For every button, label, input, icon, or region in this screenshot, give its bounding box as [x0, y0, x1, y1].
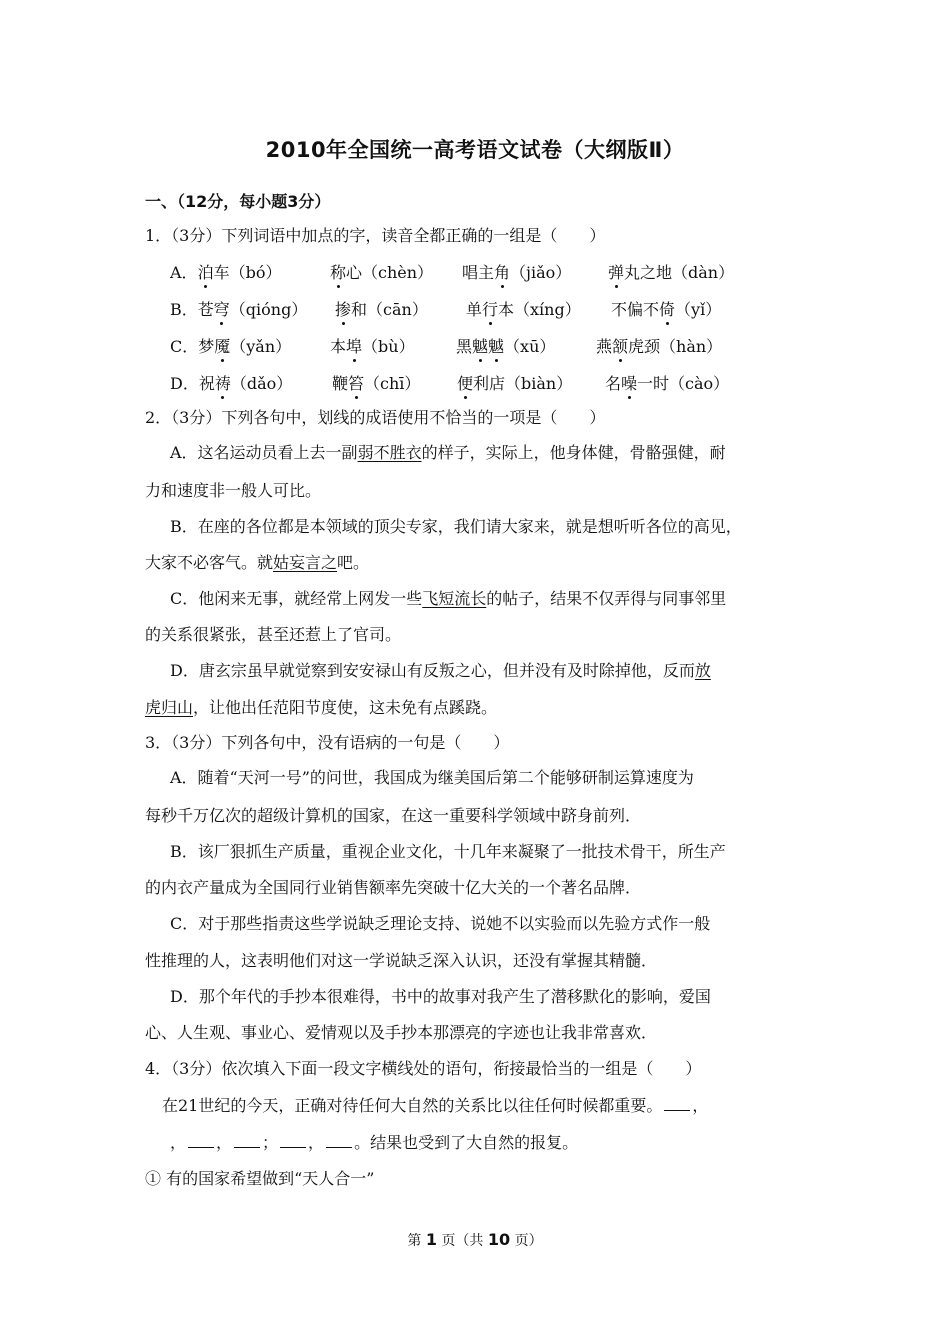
q4-blank-3	[234, 1133, 260, 1148]
q2-d-text: D．唐玄宗虽早就觉察到安安禄山有反叛之心，但并没有及时除掉他，反而	[170, 661, 695, 680]
q4-blank-2	[188, 1133, 214, 1148]
q3-option-b-line1: B．该厂狠抓生产质量，重视企业文化，十几年来凝聚了一批技术骨干，所生产	[170, 842, 726, 861]
q3-option-d-line2: 心、人生观、事业心、爱情观以及手抄本那漂亮的字迹也让我非常喜欢．	[145, 1023, 658, 1042]
footer-middle: 页（共	[441, 1233, 484, 1249]
q4-passage-line2: ， ， ； ， 。结果也受到了大自然的报复。	[170, 1133, 579, 1152]
q2-c-text-2: 的帖子，结果不仅弄得与同事邻里	[486, 589, 727, 608]
q4-blank-1	[664, 1096, 690, 1111]
q1-c-4: 燕颔虎颈（hàn）	[596, 334, 722, 357]
q2-a-text-2: 的样子，实际上，他身体健，骨骼强健，耐	[421, 443, 726, 462]
q1-a-3: 唱主角（jiǎo）	[462, 260, 571, 283]
q1-b-4: 不偏不倚（yǐ）	[611, 297, 721, 320]
q2-c-text: C．他闲来无事，就经常上网发一些	[170, 589, 423, 608]
q1-c-2: 本埠（bù）	[330, 334, 415, 357]
q2-d-idiom-part2: 虎归山	[145, 698, 194, 717]
section-heading: 一、（12分，每小题3分）	[145, 192, 331, 211]
q3-option-c-line1: C．对于那些指责这些学说缺乏理论支持、说她不以实验而以先验方式作一般	[170, 914, 711, 933]
footer-total-pages: 10	[487, 1230, 511, 1249]
q2-d-idiom-part1: 放	[694, 661, 711, 680]
q2-b-text-2: 吧。	[337, 553, 370, 572]
q1-a-4: 弹丸之地（dàn）	[608, 260, 734, 283]
footer-prefix: 第	[407, 1233, 422, 1249]
q3-option-b-line2: 的内衣产量成为全国同行业销售额率先突破十亿大关的一个著名品牌．	[145, 878, 642, 897]
q4-passage-line1: 在21世纪的今天，正确对待任何大自然的关系比以往任何时候都重要。 ，	[162, 1096, 709, 1115]
q4-blank-5	[326, 1133, 352, 1148]
q2-option-d-line1	[170, 661, 711, 681]
q2-option-b-line1: B．在座的各位都是本领域的顶尖专家，我们请大家来，就是想听听各位的高见，	[170, 517, 742, 536]
q2-stem: 2．（3分）下列各句中，划线的成语使用不恰当的一项是（ ）	[145, 408, 606, 427]
q2-option-a-line2: 力和速度非一般人可比。	[145, 481, 322, 500]
q3-option-d-line1: D．那个年代的手抄本很难得，书中的故事对我产生了潜移默化的影响，爱国	[170, 987, 711, 1006]
q1-b-2: 掺和（cān）	[335, 297, 428, 320]
q4-passage-end: 。结果也受到了大自然的报复。	[354, 1133, 579, 1152]
q2-option-c-line2: 的关系很紧张，甚至还惹上了官司。	[145, 625, 402, 644]
q1-a-2: 称心（chèn）	[330, 260, 433, 283]
q4-passage-text: 在21世纪的今天，正确对待任何大自然的关系比以往任何时候都重要。	[162, 1096, 663, 1115]
q2-c-idiom: 飞短流长	[422, 589, 487, 608]
q3-stem: 3．（3分）下列各句中，没有语病的一句是（ ）	[145, 733, 510, 752]
q1-c-3: 黑魆魆（xū）	[456, 334, 555, 357]
footer-suffix: 页）	[514, 1233, 543, 1249]
q2-option-d-line2	[145, 698, 497, 718]
q2-d-text-2: ，让他出任范阳节度使，这未免有点蹊跷。	[193, 698, 498, 717]
q2-b-idiom: 姑妄言之	[273, 553, 338, 572]
q3-option-a-line2: 每秒千万亿次的超级计算机的国家，在这一重要科学领域中跻身前列．	[145, 806, 642, 825]
q4-blank-4	[280, 1133, 306, 1148]
q1-d-1: D．祝祷（dǎo）	[170, 371, 292, 394]
q4-stem: 4．（3分）依次填入下面一段文字横线处的语句，衔接最恰当的一组是（ ）	[145, 1059, 702, 1078]
page-footer	[0, 1230, 950, 1250]
q4-item-1: ① 有的国家希望做到“天人合一”	[145, 1169, 375, 1188]
q1-b-3: 单行本（xíng）	[466, 297, 581, 320]
q1-d-4: 名噪一时（cào）	[605, 371, 729, 394]
footer-page-number: 1	[425, 1230, 437, 1249]
q2-option-c-line1	[170, 589, 726, 609]
q2-b-text: 大家不必客气。就	[145, 553, 274, 572]
q2-option-a-line1	[170, 443, 726, 463]
q2-option-b-line2	[145, 553, 369, 573]
q1-d-3: 便利店（biàn）	[457, 371, 572, 394]
q1-c-1: C．梦魇（yǎn）	[170, 334, 291, 357]
q2-a-idiom: 弱不胜衣	[357, 443, 422, 462]
q3-option-a-line1: A．随着“天河一号”的问世，我国成为继美国后第二个能够研制运算速度为	[170, 768, 694, 787]
q3-option-c-line2: 性推理的人，这表明他们对这一学说缺乏深入认识，还没有掌握其精髓．	[145, 951, 658, 970]
q1-stem: 1．（3分）下列词语中加点的字，读音全都正确的一组是（ ）	[145, 226, 606, 245]
exam-title: 2010年全国统一高考语文试卷（大纲版Ⅱ）	[265, 138, 685, 162]
q1-d-2: 鞭笞（chī）	[332, 371, 420, 394]
q1-a-1: A．泊车（bó）	[170, 260, 281, 283]
q2-a-text: A．这名运动员看上去一副	[170, 443, 358, 462]
q1-b-1: B．苍穹（qióng）	[170, 297, 307, 320]
